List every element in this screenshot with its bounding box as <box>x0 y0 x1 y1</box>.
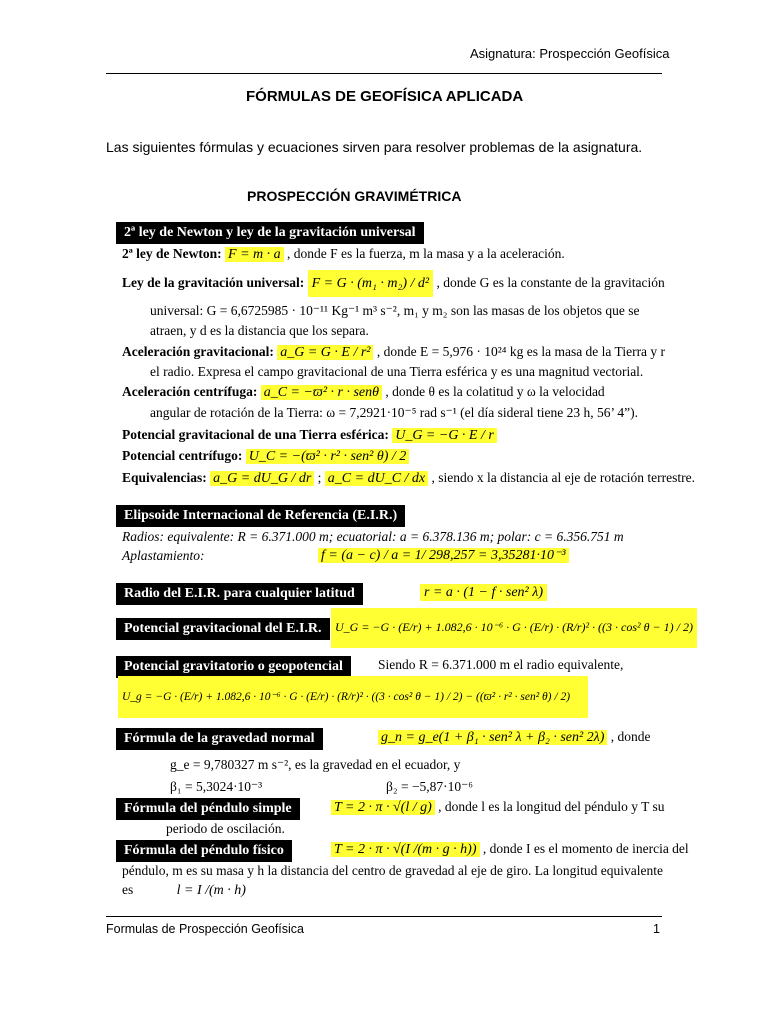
equiv-row: Equivalencias: a_G = dU_G / dr ; a_C = dU_C / dx , siendo x la distancia al eje de rotación terrestre. <box>122 470 696 486</box>
gn-row <box>378 729 651 746</box>
accgrav-desc1: , donde E = 5,976 · 10²⁴ kg es la masa de la Tierra y r <box>376 344 666 359</box>
poteir-formula: U_G = −G · (E/r) + 1.082,6 · 10⁻⁶ · G · (E/r) · (R/r)² · ((3 · cos² θ − 1) / 2) <box>335 620 693 634</box>
pf-desc3-formula: l = I /(m · h) <box>176 883 246 898</box>
gn-b2: β₂ = −5,87·10⁻⁶ <box>386 779 474 794</box>
eir-header: Elipsoide Internacional de Referencia (E.I.R.) <box>116 505 405 527</box>
gravitation-row: Ley de la gravitación universal: F = G · (m₁ · m₂) / d² , donde G es la constante de la gravitación <box>122 275 665 292</box>
equiv-desc: , siendo x la distancia al eje de rotación terrestre. <box>431 470 696 485</box>
eir-aplast-row <box>318 547 569 564</box>
pf-formula: T = 2 · π · √(I /(m · g · h)) <box>331 842 480 857</box>
equiv-label: Equivalencias <box>122 470 203 485</box>
eir-aplast-formula: f = (a − c) / a = 1/ 298,257 = 3,35281·10⁻³ <box>318 548 569 563</box>
pf-desc3-label: es <box>122 882 134 897</box>
ps-header: Fórmula del péndulo simple <box>116 798 300 820</box>
gravitation-desc3: atraen, y d es la distancia que los separa. <box>150 323 369 338</box>
ps-desc2: periodo de oscilación. <box>166 821 285 836</box>
footer-left: Formulas de Prospección Geofísica <box>106 922 305 936</box>
pf-desc1: , donde I es el momento de inercia del <box>482 841 689 856</box>
geo-formula-wrap <box>118 676 588 718</box>
accgrav-row: Aceleración gravitacional: a_G = G · E / r² , donde E = 5,976 · 10²⁴ kg es la masa de la Tierra y r <box>122 344 666 360</box>
pf-desc3 <box>122 882 246 899</box>
pf-header: Fórmula del péndulo físico <box>116 840 292 862</box>
accgrav-label: Aceleración gravitacional <box>122 344 270 359</box>
page-number: 1 <box>653 922 660 936</box>
gravitation-formula: F = G · (m₁ · m₂) / d² <box>308 270 433 297</box>
header-rule <box>106 73 662 74</box>
acccent-desc2: angular de rotación de la Tierra: ω = 7,2921·10⁻⁵ rad s⁻¹ (el día sideral tiene 23 h, 56’ 4”). <box>150 405 638 420</box>
acccent-row: Aceleración centrífuga: a_C = −ϖ² · r · senθ , donde θ es la colatitud y ω la velocidad <box>122 384 605 400</box>
radio-header: Radio del E.I.R. para cualquier latitud <box>116 583 363 605</box>
gn-b1: β₁ = 5,3024·10⁻³ <box>170 779 263 794</box>
geo-desc: Siendo R = 6.371.000 m el radio equivalente, <box>378 657 624 672</box>
intro-text: Las siguientes fórmulas y ecuaciones sirven para resolver problemas de la asignatura. <box>106 139 643 155</box>
radio-formula-wrap <box>420 584 547 601</box>
poteir-formula-wrap <box>331 608 697 648</box>
ps-desc1: , donde l es la longitud del péndulo y T su <box>438 799 665 814</box>
newton-desc: , donde F es la fuerza, m la masa y a la aceleración. <box>287 246 565 261</box>
potcent-label: Potencial centrífugo <box>122 448 238 463</box>
header-subject: Asignatura: Prospección Geofísica <box>470 46 670 61</box>
footer-rule <box>106 916 662 917</box>
ps-formula: T = 2 · π · √(l / g) <box>331 800 435 815</box>
document-title: FÓRMULAS DE GEOFÍSICA APLICADA <box>246 88 524 105</box>
potgrav-formula: U_G = −G · E / r <box>392 428 497 443</box>
radio-formula: r = a · (1 − f · sen² λ) <box>420 584 547 601</box>
gravitation-desc2: universal: G = 6,6725985 · 10⁻¹¹ Kg⁻¹ m³ s⁻², m₁ y m₂ son las masas de los objetos que se <box>150 303 640 318</box>
accgrav-desc2: el radio. Expresa el campo gravitacional de una Tierra esférica y es una magnitud vectorial. <box>150 364 644 379</box>
equiv-formula-2: a_C = dU_C / dx <box>325 471 428 486</box>
equiv-sep: ; <box>317 470 322 485</box>
eir-aplast-label: Aplastamiento: <box>122 548 205 563</box>
section-title: PROSPECCIÓN GRAVIMÉTRICA <box>247 188 462 204</box>
equiv-formula-1: a_G = dU_G / dr <box>210 471 314 486</box>
accgrav-formula: a_G = G · E / r² <box>277 345 373 360</box>
potgrav-label: Potencial gravitacional de una Tierra esférica <box>122 427 385 442</box>
eir-radios: Radios: equivalente: R = 6.371.000 m; ecuatorial: a = 6.378.136 m; polar: c = 6.356.751 m <box>122 529 624 544</box>
acccent-desc1: , donde θ es la colatitud y ω la velocidad <box>385 384 605 399</box>
gn-header: Fórmula de la gravedad normal <box>116 728 323 750</box>
potcent-formula: U_C = −(ϖ² · r² · sen² θ) / 2 <box>246 449 410 464</box>
newton-formula: F = m · a <box>225 247 284 262</box>
gn-desc: , donde <box>610 729 651 744</box>
newton-row: 2ª ley de Newton: F = m · a , donde F es la fuerza, m la masa y a la aceleración. <box>122 246 565 262</box>
geo-formula: U_g = −G · (E/r) + 1.082,6 · 10⁻⁶ · G · (E/r) · (R/r)² · ((3 · cos² θ − 1) / 2) − ((ϖ² · r² · sen² θ) / 2) <box>122 691 571 703</box>
geo-header: Potencial gravitatorio o geopotencial <box>116 656 351 678</box>
potgrav-row: Potencial gravitacional de una Tierra esférica: U_G = −G · E / r <box>122 427 497 444</box>
acccent-formula: a_C = −ϖ² · r · senθ <box>261 385 382 400</box>
newton-header: 2ª ley de Newton y ley de la gravitación universal <box>116 222 424 244</box>
pf-desc2: péndulo, m es su masa y h la distancia del centro de gravedad al eje de giro. La longitud equivalente <box>122 863 663 878</box>
newton-label: 2ª ley de Newton <box>122 246 218 261</box>
gn-formula: g_n = g_e(1 + β₁ · sen² λ + β₂ · sen² 2λ) <box>378 730 607 745</box>
poteir-header: Potencial gravitacional del E.I.R. <box>116 618 330 640</box>
ps-row <box>331 799 665 816</box>
gravitation-label: Ley de la gravitación universal <box>122 275 300 290</box>
gravitation-desc1: , donde G es la constante de la gravitación <box>436 275 665 290</box>
potcent-row: Potencial centrífugo: U_C = −(ϖ² · r² · sen² θ) / 2 <box>122 448 409 465</box>
acccent-label: Aceleración centrífuga <box>122 384 253 399</box>
gn-ge: g_e = 9,780327 m s⁻², es la gravedad en el ecuador, y <box>170 757 461 772</box>
pf-row <box>331 841 689 858</box>
